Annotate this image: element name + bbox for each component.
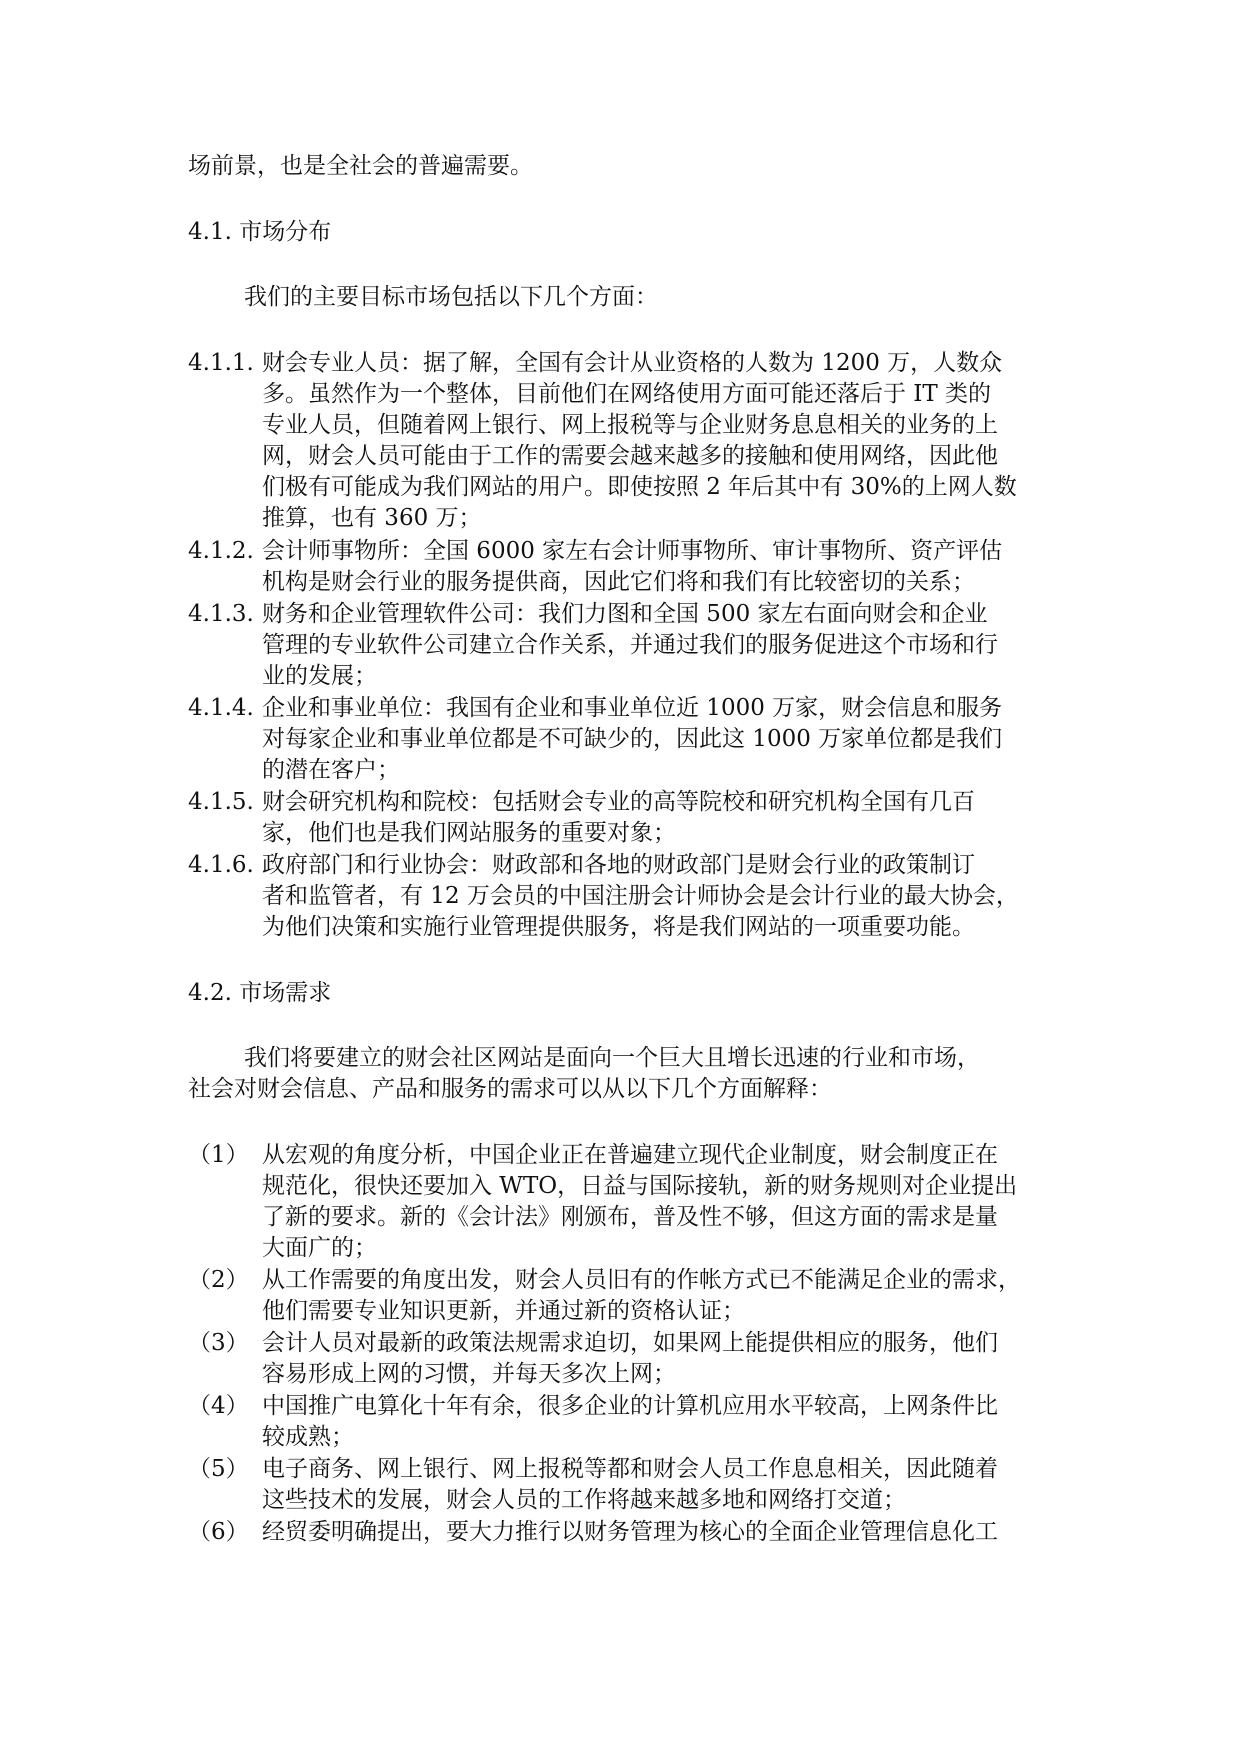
list-item-line: 会计师事物所：全国 6000 家左右会计师事物所、审计事物所、资产评估	[262, 538, 1003, 564]
list-item-number: （3）	[188, 1330, 249, 1356]
list-item-line: 网，财会人员可能由于工作的需要会越来越多的接触和使用网络，因此他	[262, 443, 998, 469]
list-item-line: 经贸委明确提出，要大力推行以财务管理为核心的全面企业管理信息化工	[262, 1519, 998, 1545]
list-item-line: 管理的专业软件公司建立合作关系，并通过我们的服务促进这个市场和行	[262, 632, 998, 658]
list-item-line: 财会专业人员：据了解，全国有会计从业资格的人数为 1200 万，人数众	[262, 350, 1003, 376]
section-intro-4-2: 我们将要建立的财会社区网站是面向一个巨大且增长迅速的行业和市场，	[244, 1045, 980, 1071]
list-item-line: 企业和事业单位：我国有企业和事业单位近 1000 万家，财会信息和服务	[262, 695, 1003, 721]
list-item-number: （1）	[188, 1142, 249, 1168]
list-item-number: 4.1.6.	[188, 852, 254, 878]
list-item-line: 容易形成上网的习惯，并每天多次上网；	[262, 1361, 676, 1387]
continuation-line: 场前景，也是全社会的普遍需要。	[188, 153, 533, 179]
list-item-line: 政府部门和行业协会：财政部和各地的财政部门是财会行业的政策制订	[262, 852, 975, 878]
list-item-line: 业的发展；	[262, 663, 377, 689]
list-item-number: 4.1.3.	[188, 601, 254, 627]
list-item-line: 对每家企业和事业单位都是不可缺少的，因此这 1000 万家单位都是我们	[262, 726, 1003, 752]
list-item-number: 4.1.4.	[188, 695, 254, 721]
list-item-line: 专业人员，但随着网上银行、网上报税等与企业财务息息相关的业务的上	[262, 412, 998, 438]
list-item-line: 们极有可能成为我们网站的用户。即使按照 2 年后其中有 30%的上网人数	[262, 474, 1017, 500]
list-item-line: 从工作需要的角度出发，财会人员旧有的作帐方式已不能满足企业的需求，	[262, 1267, 1021, 1293]
list-item-number: （2）	[188, 1267, 249, 1293]
list-item-line: 者和监管者，有 12 万会员的中国注册会计师协会是会计行业的最大协会，	[262, 883, 1019, 909]
list-item-number: 4.1.5.	[188, 789, 254, 815]
list-item-line: 电子商务、网上银行、网上报税等都和财会人员工作息息相关，因此随着	[262, 1456, 998, 1482]
list-item-number: 4.1.1.	[188, 350, 254, 376]
list-item-line: 的潜在客户；	[262, 757, 400, 783]
list-item-number: 4.1.2.	[188, 538, 254, 564]
list-item-line: 了新的要求。新的《会计法》刚颁布，普及性不够，但这方面的需求是量	[262, 1204, 998, 1230]
section-heading-4-2: 4.2. 市场需求	[188, 980, 332, 1006]
list-item-line: 从宏观的角度分析，中国企业正在普遍建立现代企业制度，财会制度正在	[262, 1142, 998, 1168]
list-item-number: （4）	[188, 1393, 249, 1419]
list-item-line: 会计人员对最新的政策法规需求迫切，如果网上能提供相应的服务，他们	[262, 1330, 998, 1356]
list-item-line: 财务和企业管理软件公司：我们力图和全国 500 家左右面向财会和企业	[262, 601, 988, 627]
list-item-number: （5）	[188, 1456, 249, 1482]
list-item-line: 规范化，很快还要加入 WTO，日益与国际接轨，新的财务规则对企业提出	[262, 1173, 1018, 1199]
list-item-line: 这些技术的发展，财会人员的工作将越来越多地和网络打交道；	[262, 1487, 906, 1513]
list-item-number: （6）	[188, 1519, 249, 1545]
list-item-line: 大面广的；	[262, 1235, 377, 1261]
section-intro-4-1: 我们的主要目标市场包括以下几个方面：	[244, 284, 658, 310]
list-item-line: 较成熟；	[262, 1424, 354, 1450]
list-item-line: 机构是财会行业的服务提供商，因此它们将和我们有比较密切的关系；	[262, 569, 975, 595]
section-intro-4-2-cont: 社会对财会信息、产品和服务的需求可以从以下几个方面解释：	[188, 1076, 832, 1102]
list-item-line: 他们需要专业知识更新，并通过新的资格认证；	[262, 1298, 745, 1324]
list-item-line: 中国推广电算化十年有余，很多企业的计算机应用水平较高，上网条件比	[262, 1393, 998, 1419]
section-heading-4-1: 4.1. 市场分布	[188, 219, 332, 245]
list-item-line: 家，他们也是我们网站服务的重要对象；	[262, 820, 676, 846]
list-item-line: 推算，也有 360 万；	[262, 505, 482, 531]
list-item-line: 财会研究机构和院校：包括财会专业的高等院校和研究机构全国有几百	[262, 789, 975, 815]
list-item-line: 多。虽然作为一个整体，目前他们在网络使用方面可能还落后于 IT 类的	[262, 381, 992, 407]
list-item-line: 为他们决策和实施行业管理提供服务，将是我们网站的一项重要功能。	[262, 914, 975, 940]
